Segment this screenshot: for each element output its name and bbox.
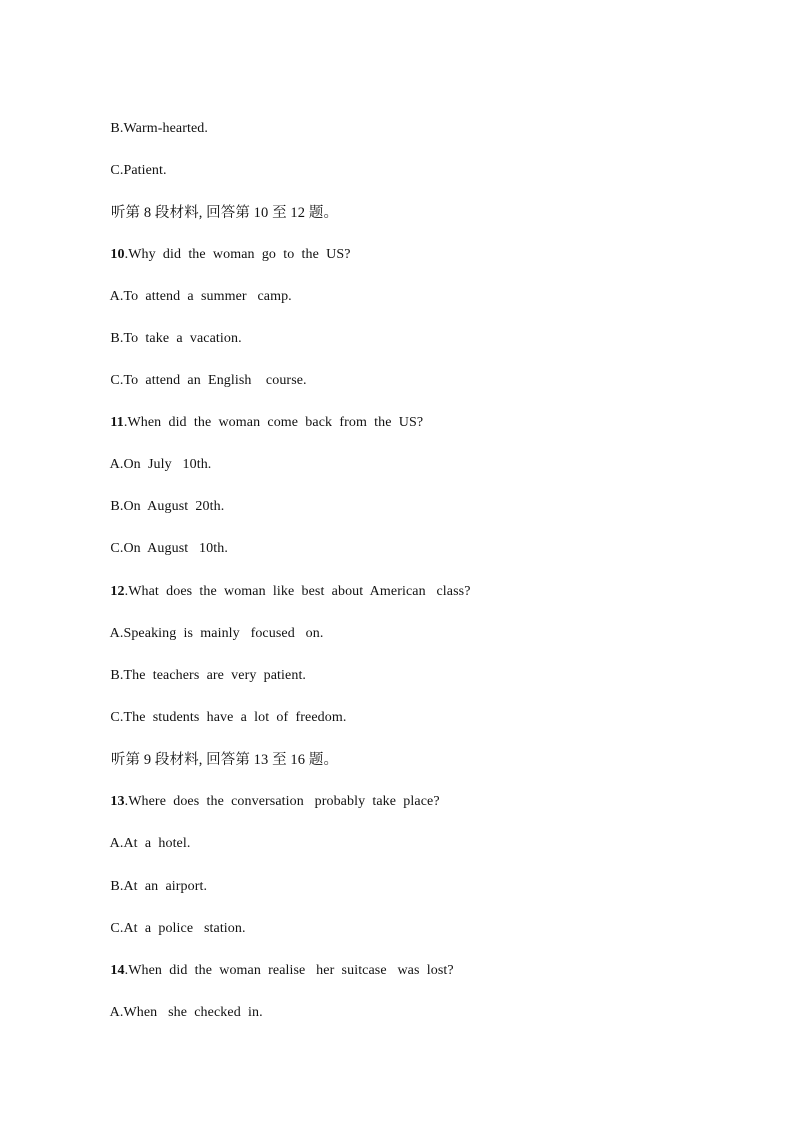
section-text: 听第 9 段材料, 回答第 13 至 16 题。 — [110, 752, 339, 768]
question-number: 10 — [110, 247, 125, 262]
option-text: A.When she checked in. — [109, 1005, 263, 1020]
option-text: A.At a hotel. — [109, 836, 191, 851]
option-text: B.Warm-hearted. — [110, 121, 208, 136]
option-text: A.To attend a summer camp. — [109, 289, 292, 304]
question-text: .When did the woman come back from the US? — [123, 415, 424, 430]
question-text: .What does the woman like best about American class? — [124, 584, 471, 599]
question-number: 13 — [110, 794, 125, 809]
option-text: B.On August 20th. — [110, 499, 225, 514]
question-text: .When did the woman realise her suitcase was lost? — [124, 963, 454, 978]
question-text: .Why did the woman go to the US? — [124, 247, 351, 262]
option-text: C.On August 10th. — [110, 541, 228, 556]
option-text: C.To attend an English course. — [110, 373, 307, 388]
option-text: C.At a police station. — [110, 921, 246, 936]
question-number: 11 — [110, 415, 124, 430]
option-text: B.At an airport. — [110, 879, 208, 894]
option-text: C.Patient. — [110, 163, 167, 178]
question-text: .Where does the conversation probably take place? — [124, 794, 440, 809]
option-14a — [96, 986, 263, 1040]
option-text: B.The teachers are very patient. — [110, 668, 307, 683]
question-number: 12 — [110, 584, 125, 599]
question-number: 14 — [110, 963, 125, 978]
section-text: 听第 8 段材料, 回答第 10 至 12 题。 — [110, 205, 339, 221]
option-text: B.To take a vacation. — [110, 331, 242, 346]
option-text: C.The students have a lot of freedom. — [110, 710, 347, 725]
option-text: A.Speaking is mainly focused on. — [109, 626, 324, 641]
option-text: A.On July 10th. — [109, 457, 212, 472]
